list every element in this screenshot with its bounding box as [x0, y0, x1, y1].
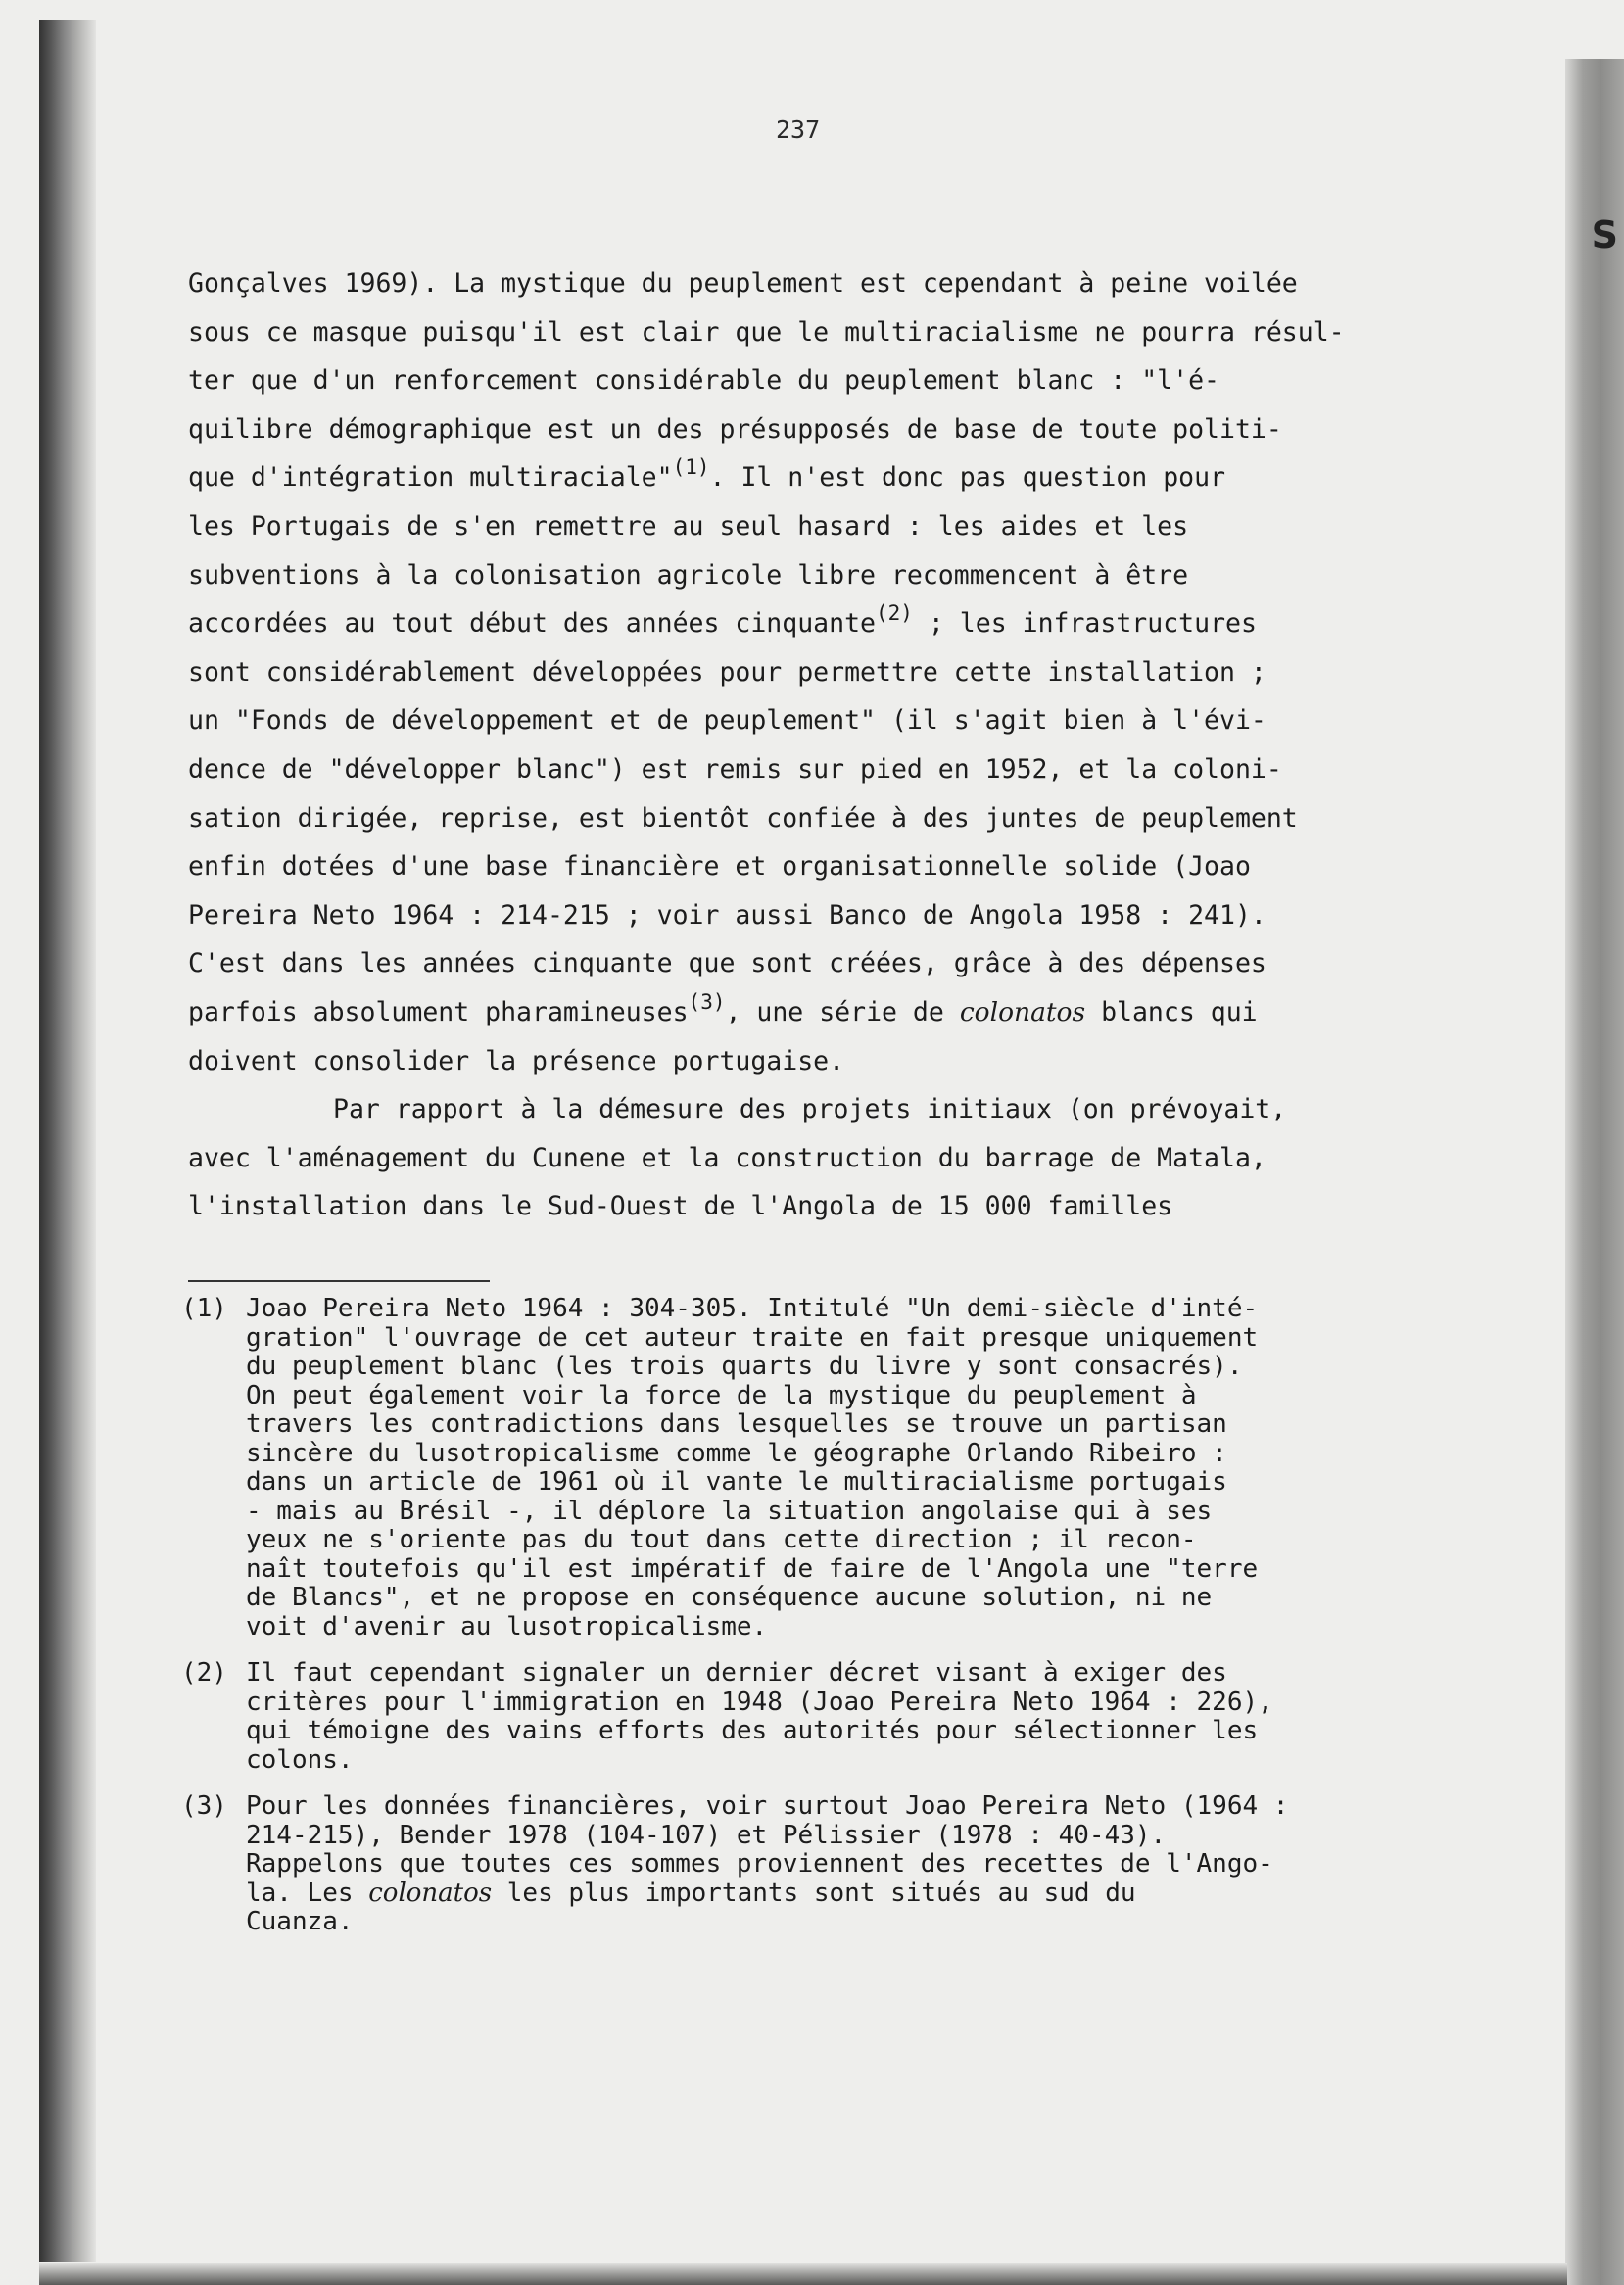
paragraph-start-line: Par rapport à la démesure des projets initiaux (on prévoyait,: [333, 1094, 1287, 1125]
footnote-rule: [188, 1280, 490, 1282]
footnote-line: qui témoigne des vains efforts des autorités pour sélectionner les: [246, 1716, 1259, 1745]
footnote-line: travers les contradictions dans lesquelles se trouve un partisan: [246, 1409, 1227, 1439]
footnote-line: (3) Pour les données financières, voir surtout Joao Pereira Neto (1964 :: [181, 1791, 1289, 1821]
body-text: [188, 260, 1393, 1231]
body-line: C'est dans les années cinquante que sont créées, grâce à des dépenses: [188, 948, 1266, 979]
footnote-line: (1) Joao Pereira Neto 1964 : 304-305. Intitulé "Un demi-siècle d'inté-: [181, 1294, 1259, 1323]
body-line: sation dirigée, reprise, est bientôt confiée à des juntes de peuplement: [188, 802, 1298, 833]
footnote-line: de Blancs", et ne propose en conséquence aucune solution, ni ne: [246, 1583, 1213, 1612]
body-line: l'installation dans le Sud-Ouest de l'Angola de 15 000 familles: [188, 1191, 1173, 1222]
body-line: Gonçalves 1969). La mystique du peuplement est cependant à peine voilée: [188, 268, 1298, 299]
footnote-line: du peuplement blanc (les trois quarts du livre y sont consacrés).: [246, 1352, 1243, 1381]
footnote-line: la. Les colonatos les plus importants sont situés au sud du: [246, 1878, 1136, 1908]
footnote: [181, 1659, 1415, 1775]
body-line: sous ce masque puisqu'il est clair que le multiracialisme ne pourra résul-: [188, 316, 1345, 348]
footnote-line: - mais au Brésil -, il déplore la situation angolaise qui à ses: [246, 1496, 1213, 1526]
body-line: Pereira Neto 1964 : 214-215 ; voir aussi Banco de Angola 1958 : 241).: [188, 899, 1266, 930]
footnote-line: (2) Il faut cependant signaler un dernier décret visant à exiger des: [181, 1658, 1227, 1688]
italic-term: colonatos: [368, 1878, 493, 1908]
footnote-mark: (3): [181, 1791, 227, 1821]
footnote-mark: (1): [181, 1294, 227, 1323]
body-line: dence de "développer blanc") est remis sur pied en 1952, et la coloni-: [188, 753, 1282, 785]
footnote-line: naît toutefois qu'il est impératif de faire de l'Angola une "terre: [246, 1553, 1259, 1584]
footnote: [181, 1295, 1415, 1642]
footnote-line: colons.: [246, 1744, 354, 1775]
italic-term: colonatos: [959, 996, 1086, 1027]
footnote-reference: (3): [688, 989, 726, 1014]
footnote-reference: (1): [672, 455, 710, 480]
footnote-reference: (2): [876, 601, 913, 626]
edge-letter: S: [1591, 214, 1618, 257]
footnote-line: sincère du lusotropicalisme comme le géographe Orlando Ribeiro :: [246, 1438, 1227, 1468]
body-line: enfin dotées d'une base financière et organisationnelle solide (Joao: [188, 851, 1251, 882]
footnote-line: voit d'avenir au lusotropicalisme.: [246, 1611, 768, 1642]
footnote-line: yeux ne s'oriente pas du tout dans cette direction ; il recon-: [246, 1525, 1197, 1554]
footnote-line: Cuanza.: [246, 1907, 354, 1936]
scan-bottom-shadow: [39, 2263, 1567, 2285]
body-line: les Portugais de s'en remettre au seul hasard : les aides et les: [188, 510, 1189, 542]
scan-right-shadow: [1565, 59, 1624, 2285]
body-line: avec l'aménagement du Cunene et la construction du barrage de Matala,: [188, 1142, 1266, 1173]
body-line: quilibre démographique est un des présupposés de base de toute politi-: [188, 413, 1282, 445]
body-line: doivent consolider la présence portugaise.: [188, 1045, 845, 1076]
footnote-line: On peut également voir la force de la mystique du peuplement à: [246, 1380, 1197, 1410]
body-line: ter que d'un renforcement considérable du peuplement blanc : "l'é-: [188, 365, 1219, 397]
footnote: [181, 1792, 1415, 1937]
footnote-line: critères pour l'immigration en 1948 (Joao Pereira Neto 1964 : 226),: [246, 1687, 1273, 1717]
body-line: sont considérablement développées pour permettre cette installation ;: [188, 656, 1266, 688]
footnote-line: Rappelons que toutes ces sommes proviennent des recettes de l'Ango-: [246, 1849, 1273, 1879]
body-line: accordées au tout début des années cinquante$^{(2)}$ ; les infrastructures: [188, 601, 1257, 640]
body-line: que d'intégration multiraciale"$^{(1)}$. Il n'est donc pas question pour: [188, 455, 1226, 494]
page-number: 237: [776, 116, 821, 144]
footnote-line: gration" l'ouvrage de cet auteur traite en fait presque uniquement: [246, 1322, 1259, 1353]
footnote-mark: (2): [181, 1658, 227, 1688]
footnote-line: 214-215), Bender 1978 (104-107) et Pélissier (1978 : 40-43).: [246, 1820, 1167, 1850]
body-line: subventions à la colonisation agricole libre recommencent à être: [188, 559, 1189, 591]
body-line: parfois absolument pharamineuses$^{(3)}$, une série de colonatos blancs qui: [188, 989, 1258, 1027]
footnote-line: dans un article de 1961 où il vante le multiracialisme portugais: [246, 1467, 1227, 1497]
body-line: un "Fonds de développement et de peuplement" (il s'agit bien à l'évi-: [188, 705, 1266, 737]
footnotes: [181, 1295, 1415, 1955]
scan-left-shadow: [39, 20, 96, 2262]
